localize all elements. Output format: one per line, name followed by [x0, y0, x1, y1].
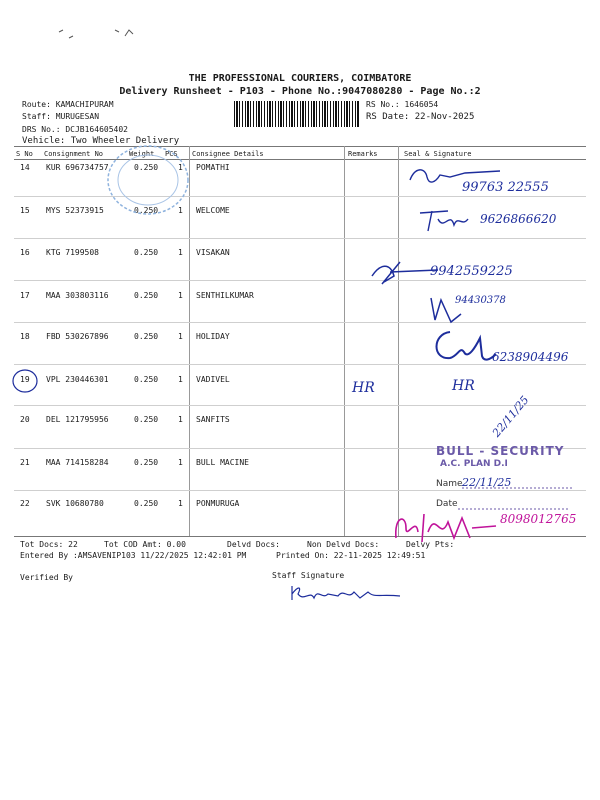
row-weight: 0.250: [134, 415, 159, 424]
total-cod: Tot COD Amt: 0.00: [104, 540, 186, 549]
rs-date: RS Date: 22-Nov-2025: [366, 112, 475, 122]
col-sno: S No: [16, 150, 33, 158]
row-weight: 0.250: [134, 163, 159, 172]
row-consignee: SENTHILKUMAR: [196, 291, 254, 300]
handwritten-date-21: 22/11/25: [462, 476, 512, 489]
row-weight: 0.250: [134, 375, 159, 384]
col-pcs: PCS: [165, 150, 178, 158]
row-consignee: PONMURUGA: [196, 499, 240, 508]
row-consignee: SANFITS: [196, 415, 230, 424]
delivered-docs: Delvd Docs:: [227, 540, 280, 549]
handwritten-phone-14: 99763 22555: [462, 180, 549, 195]
row-consignment: MYS 52373915: [46, 206, 104, 215]
handwritten-phone-16: 9942559225: [430, 264, 513, 279]
row-pcs: 1: [178, 332, 183, 341]
row-divider: [14, 364, 586, 365]
row-pcs: 1: [178, 248, 183, 257]
row-consignment: KTG 7199508: [46, 248, 99, 257]
round-stamp: [100, 140, 200, 220]
handwritten-phone-17: 94430378: [455, 295, 506, 306]
row-sno: 15: [20, 206, 30, 215]
col-seal: Seal & Signature: [404, 150, 472, 158]
delivery-points: Delvy Pts:: [406, 540, 455, 549]
row-pcs: 1: [178, 163, 183, 172]
staff: Staff: MURUGESAN: [22, 112, 100, 121]
row-consignee: VISAKAN: [196, 248, 230, 257]
total-docs: Tot Docs: 22: [20, 540, 78, 549]
row-pcs: 1: [178, 415, 183, 424]
row-consignee: VADIVEL: [196, 375, 230, 384]
handwritten-remark-19: HR: [352, 380, 375, 396]
col-consignment: Consignment No: [44, 150, 104, 158]
signature-row18: [430, 326, 500, 366]
row-consignment: DEL 121795956: [46, 415, 109, 424]
col-consignee: Consignee Details: [192, 150, 264, 158]
route: Route: KAMACHIPURAM: [22, 100, 114, 109]
row-pcs: 1: [178, 291, 183, 300]
row-divider: [14, 322, 586, 323]
handwritten-sig-19: HR: [452, 378, 475, 394]
rs-number: RS No.: 1646054: [366, 100, 439, 109]
row-weight: 0.250: [134, 291, 159, 300]
handwritten-date-20: 22/11/25: [489, 393, 532, 440]
row-pcs: 1: [178, 499, 183, 508]
row-weight: 0.250: [134, 458, 159, 467]
non-delivered-docs: Non Delvd Docs:: [307, 540, 380, 549]
col-remarks: Remarks: [348, 150, 378, 158]
staff-signature: [288, 582, 408, 604]
entered-by: Entered By :AMSAVENIP103 11/22/2025 12:42:01 PM: [20, 551, 247, 560]
signature-row15: [418, 205, 478, 233]
row-sno: 16: [20, 248, 30, 257]
stamp-date-label: Date: [436, 499, 458, 509]
row-consignment: FBD 530267896: [46, 332, 109, 341]
printed-on: Printed On: 22-11-2025 12:49:51: [276, 551, 426, 560]
verified-by: Verified By: [20, 573, 73, 582]
row-consignee: HOLIDAY: [196, 332, 230, 341]
row-consignment: MAA 303803116: [46, 291, 109, 300]
barcode: [234, 101, 360, 127]
row-divider: [14, 490, 586, 491]
staff-signature-label: Staff Signature: [272, 571, 345, 580]
runsheet-title: Delivery Runsheet - P103 - Phone No.:9047080280 - Page No.:2: [119, 86, 481, 97]
company-name: THE PROFESSIONAL COURIERS, COIMBATORE: [188, 73, 412, 84]
row-divider: [14, 238, 586, 239]
row-consignment: MAA 714158284: [46, 458, 109, 467]
drs-number: DRS No.: DCJB164605402: [22, 125, 128, 134]
row-pcs: 1: [178, 458, 183, 467]
row-consignment: SVK 10680780: [46, 499, 104, 508]
row-sno: 14: [20, 163, 30, 172]
col-divider-seal: [398, 146, 399, 536]
row-pcs: 1: [178, 206, 183, 215]
row-weight: 0.250: [134, 248, 159, 257]
row-consignee: BULL MACINE: [196, 458, 249, 467]
stamp-name-label: Name: [436, 479, 463, 489]
row-weight: 0.250: [134, 332, 159, 341]
col-weight: Weight: [129, 150, 155, 158]
stamp-line2: A.C. PLAN D.I: [440, 459, 508, 469]
top-scribble: [55, 20, 145, 42]
col-divider-remarks: [344, 146, 345, 536]
row-consignment: VPL 230446301: [46, 375, 109, 384]
row-sno: 22: [20, 499, 30, 508]
row-consignment: KUR 696734757: [46, 163, 109, 172]
handwritten-phone-18: 6238904496: [492, 350, 569, 364]
handwritten-phone-15: 9626866620: [480, 212, 557, 226]
vehicle: Vehicle: Two Wheeler Delivery: [22, 136, 180, 146]
stamp-line1: BULL - SECURITY: [436, 444, 565, 458]
row-sno: 19: [20, 375, 30, 384]
row-sno: 21: [20, 458, 30, 467]
row-weight: 0.250: [134, 206, 159, 215]
row-consignee: WELCOME: [196, 206, 230, 215]
row-sno: 17: [20, 291, 30, 300]
row19-circle-mark: [10, 368, 40, 394]
row-sno: 20: [20, 415, 30, 424]
row-divider: [14, 280, 586, 281]
row-consignee: POMATHI: [196, 163, 230, 172]
stamp-name-line: [462, 487, 572, 489]
handwritten-phone-22: 8098012765: [500, 512, 577, 526]
row-divider: [14, 405, 586, 406]
row-sno: 18: [20, 332, 30, 341]
row-weight: 0.250: [134, 499, 159, 508]
row-pcs: 1: [178, 375, 183, 384]
